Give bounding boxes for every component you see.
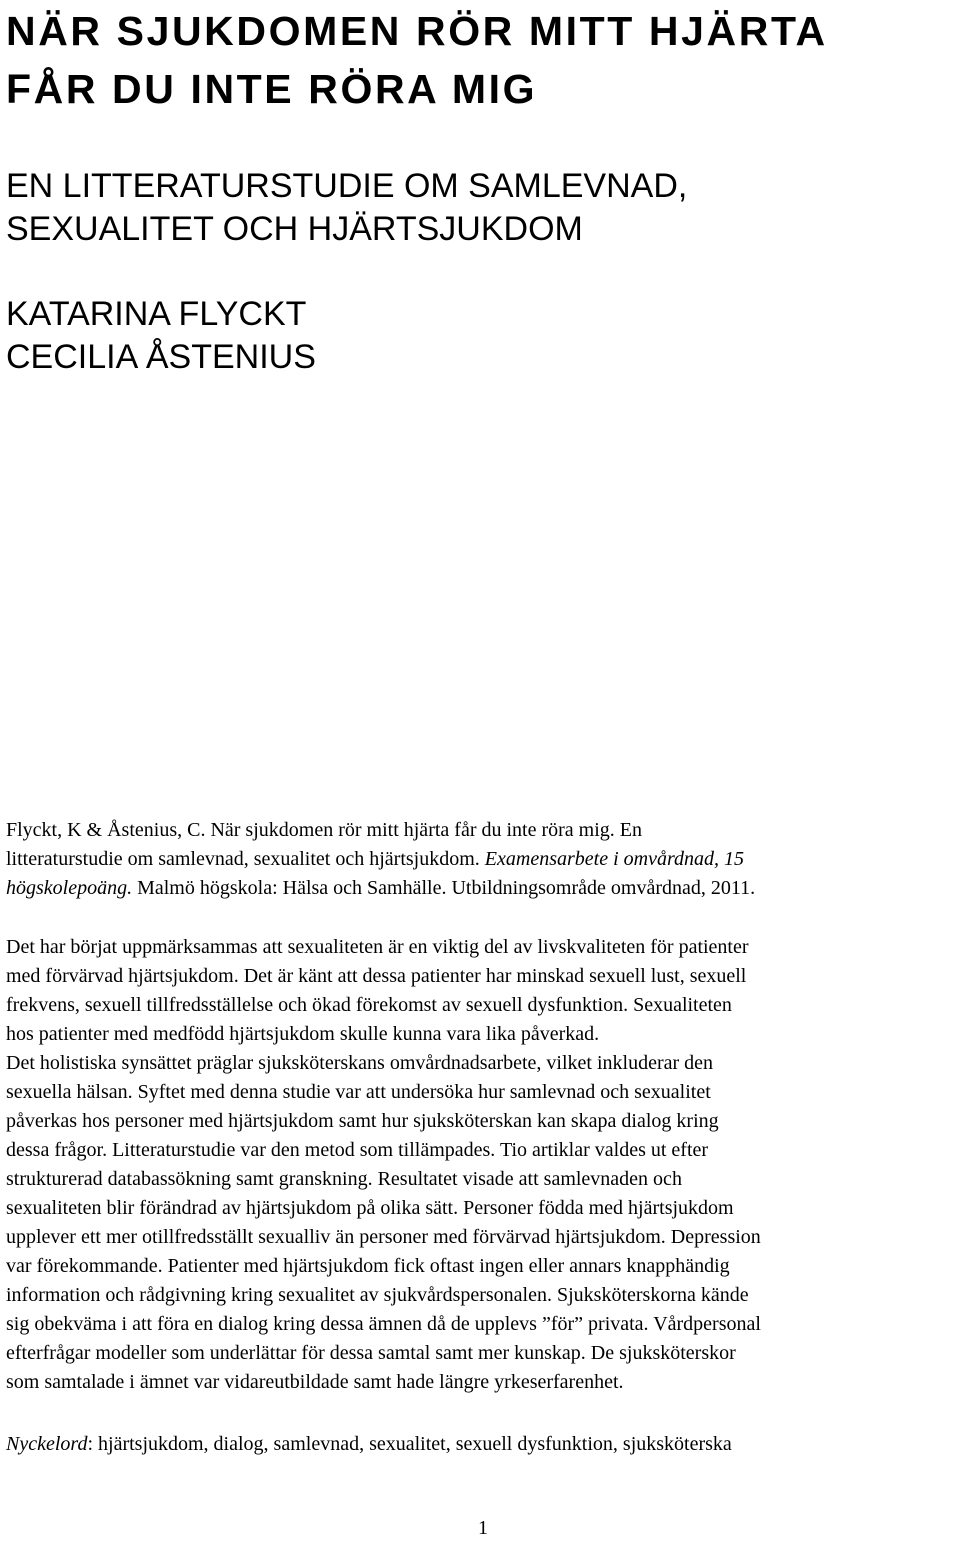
- citation-text: litteraturstudie om samlevnad, sexualitet och hjärtsjukdom.: [6, 848, 485, 870]
- abstract-line: sig obekväma i att föra en dialog kring dessa ämnen då de upplevs ”för” privata. Vårdpersonal: [6, 1313, 761, 1335]
- abstract-line: som samtalade i ämnet var vidareutbildade samt hade längre yrkeserfarenhet.: [6, 1371, 624, 1393]
- subtitle: [6, 165, 687, 251]
- main-title-line-2: FÅR DU INTE RÖRA MIG: [6, 66, 538, 112]
- citation-italic-text: högskolepoäng.: [6, 877, 133, 899]
- abstract-line: sexualiteten blir förändrad av hjärtsjukdom på olika sätt. Personer födda med hjärtsjukdom: [6, 1197, 734, 1219]
- subtitle-line-2: SEXUALITET OCH HJÄRTSJUKDOM: [6, 210, 583, 248]
- abstract-line: information och rådgivning kring sexualitet av sjukvårdspersonalen. Sjuksköterskorna kände: [6, 1284, 749, 1306]
- abstract-line: dessa frågor. Litteraturstudie var den metod som tillämpades. Tio artiklar valdes ut efter: [6, 1139, 709, 1161]
- abstract-line: upplever ett mer otillfredsställt sexualliv än personer med förvärvad hjärtsjukdom. Depression: [6, 1226, 761, 1248]
- abstract-line: frekvens, sexuell tillfredsställelse och ökad förekomst av sexuell dysfunktion. Sexualiteten: [6, 994, 732, 1016]
- keywords-label: Nyckelord: [6, 1433, 88, 1455]
- abstract-line: hos patienter med medfödd hjärtsjukdom skulle kunna vara lika påverkad.: [6, 1023, 600, 1045]
- abstract-line: strukturerad databassökning samt granskning. Resultatet visade att samlevnaden och: [6, 1168, 682, 1190]
- abstract-line: sexuella hälsan. Syftet med denna studie var att undersöka hur samlevnad och sexualitet: [6, 1081, 711, 1103]
- citation-line: Flyckt, K & Åstenius, C. När sjukdomen rör mitt hjärta får du inte röra mig. En: [6, 819, 642, 841]
- keywords: [6, 1430, 956, 1459]
- subtitle-line-1: EN LITTERATURSTUDIE OM SAMLEVNAD,: [6, 167, 688, 205]
- abstract-line: efterfrågar modeller som underlättar för dessa samtal samt mer kunskap. De sjuksköterskor: [6, 1342, 736, 1364]
- keywords-text: : hjärtsjukdom, dialog, samlevnad, sexualitet, sexuell dysfunktion, sjuksköterska: [87, 1433, 732, 1455]
- abstract-line: med förvärvad hjärtsjukdom. Det är känt att dessa patienter har minskad sexuell lust, sexuell: [6, 965, 747, 987]
- abstract-line: påverkas hos personer med hjärtsjukdom samt hur sjuksköterskan kan skapa dialog kring: [6, 1110, 719, 1132]
- abstract-line: Det har börjat uppmärksammas att sexualiteten är en viktig del av livskvaliteten för patienter: [6, 936, 749, 958]
- abstract-line: var förekommande. Patienter med hjärtsjukdom fick oftast ingen eller annars knapphändig: [6, 1255, 730, 1277]
- abstract-line: Det holistiska synsättet präglar sjuksköterskans omvårdnadsarbete, vilket inkluderar den: [6, 1052, 714, 1074]
- main-title: [6, 2, 956, 118]
- citation-text: Malmö högskola: Hälsa och Samhälle. Utbildningsområde omvårdnad, 2011.: [132, 877, 756, 899]
- author-name: CECILIA ÅSTENIUS: [6, 338, 316, 376]
- author-list: [6, 293, 316, 379]
- main-title-line-1: NÄR SJUKDOMEN RÖR MITT HJÄRTA: [6, 8, 828, 54]
- citation-line: [6, 874, 956, 903]
- citation-line: [6, 845, 956, 874]
- citation: [6, 816, 956, 903]
- page-number: 1: [478, 1517, 488, 1539]
- abstract: [6, 933, 956, 1397]
- citation-italic-text: Examensarbete i omvårdnad, 15: [484, 848, 744, 870]
- author-name: KATARINA FLYCKT: [6, 295, 307, 333]
